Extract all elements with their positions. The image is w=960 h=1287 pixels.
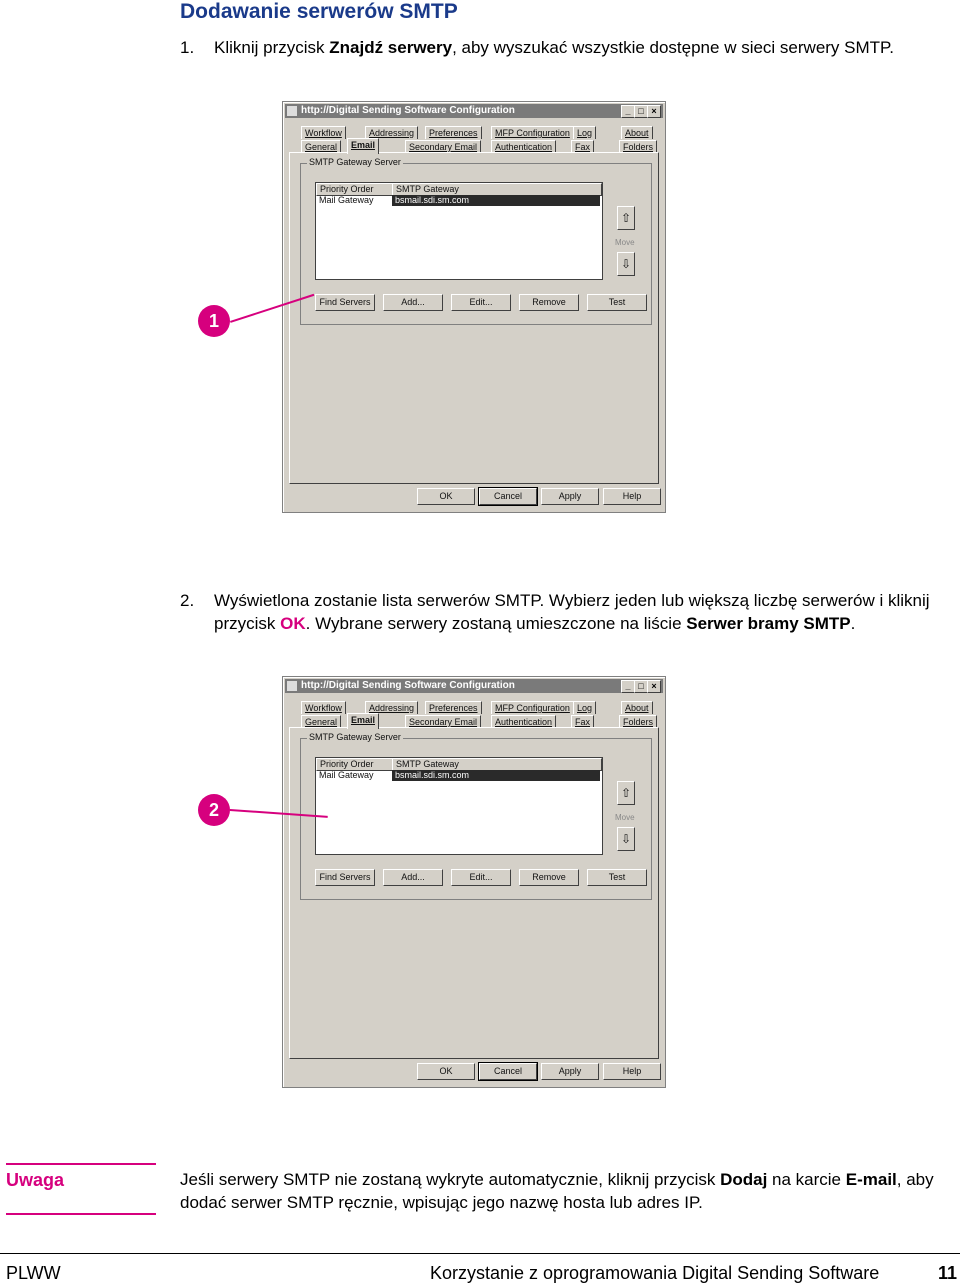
page-heading: Dodawanie serwerów SMTP xyxy=(180,0,458,23)
note-text-part: Jeśli serwery SMTP nie zostaną wykryte automatycznie, kliknij przycisk xyxy=(180,1170,721,1189)
test-button[interactable]: Test xyxy=(587,869,647,886)
step-text-part: . xyxy=(850,614,856,633)
title-bar xyxy=(285,104,663,118)
tab-fax[interactable]: Fax xyxy=(571,140,594,153)
ok-button[interactable]: OK xyxy=(417,488,475,505)
tab-secondary-email[interactable]: Secondary Email xyxy=(405,140,481,153)
smtp-gateway-group xyxy=(300,157,652,325)
edit-button[interactable]: Edit... xyxy=(451,294,511,311)
note-rule-bottom xyxy=(6,1213,156,1215)
smtp-gateway-group xyxy=(300,732,652,900)
close-icon[interactable]: × xyxy=(647,680,661,693)
list-item-priority[interactable]: Mail Gateway xyxy=(319,195,374,205)
step-text xyxy=(180,36,950,59)
minimize-icon[interactable]: _ xyxy=(621,680,635,693)
column-smtp-gateway[interactable]: SMTP Gateway xyxy=(392,758,602,771)
maximize-icon[interactable]: □ xyxy=(634,105,648,118)
tab-row-1 xyxy=(289,701,659,715)
remove-button[interactable]: Remove xyxy=(519,294,579,311)
find-servers-button[interactable]: Find Servers xyxy=(315,294,375,311)
step-bold: Serwer bramy SMTP xyxy=(686,614,851,633)
tab-preferences[interactable]: Preferences xyxy=(425,701,482,714)
column-priority-order[interactable]: Priority Order xyxy=(316,183,393,196)
move-up-icon[interactable]: ⇧ xyxy=(617,206,635,230)
step-ok-highlight: OK xyxy=(280,614,306,633)
remove-button[interactable]: Remove xyxy=(519,869,579,886)
cancel-button[interactable]: Cancel xyxy=(479,488,537,505)
cancel-button[interactable]: Cancel xyxy=(479,1063,537,1080)
page-number: 11 xyxy=(938,1263,958,1283)
footer-center: Korzystanie z oprogramowania Digital Sending Software xyxy=(430,1263,880,1283)
note-bold: Dodaj xyxy=(720,1170,768,1189)
apply-button[interactable]: Apply xyxy=(541,1063,599,1080)
step-bold: Znajdź serwery xyxy=(329,38,453,57)
tab-mfp-configuration[interactable]: MFP Configuration xyxy=(491,701,574,714)
add-button[interactable]: Add... xyxy=(383,294,443,311)
minimize-icon[interactable]: _ xyxy=(621,105,635,118)
note-text-part: na karcie xyxy=(767,1170,846,1189)
window-title: http://Digital Sending Software Configuration xyxy=(301,105,515,116)
help-button[interactable]: Help xyxy=(603,488,661,505)
group-label: SMTP Gateway Server xyxy=(309,157,401,167)
tab-about[interactable]: About xyxy=(621,701,653,714)
test-button[interactable]: Test xyxy=(587,294,647,311)
step-text-part: Wyświetlona zostanie lista serwerów SMTP. Wybierz jeden lub większą liczbę serwerów i kliknij przycisk xyxy=(214,591,930,633)
tab-workflow[interactable]: Workflow xyxy=(301,126,346,139)
tab-secondary-email[interactable]: Secondary Email xyxy=(405,715,481,728)
tab-folders[interactable]: Folders xyxy=(619,140,657,153)
step-text-part: . Wybrane serwery zostaną umieszczone na liście xyxy=(305,614,687,633)
tab-authentication[interactable]: Authentication xyxy=(491,140,556,153)
list-item-priority[interactable]: Mail Gateway xyxy=(319,770,374,780)
note-text-part: , aby dodać serwer SMTP ręcznie, wpisując jego nazwę hosta lub adres IP. xyxy=(180,1170,934,1212)
smtp-server-list[interactable] xyxy=(315,757,603,855)
tab-about[interactable]: About xyxy=(621,126,653,139)
window-title: http://Digital Sending Software Configuration xyxy=(301,680,515,691)
step-number: 2. xyxy=(180,591,195,610)
callout-marker-1: 1 xyxy=(198,305,230,337)
note-label: Uwaga xyxy=(6,1170,65,1190)
step-number: 1. xyxy=(180,38,195,57)
move-down-icon[interactable]: ⇩ xyxy=(617,827,635,851)
close-icon[interactable]: × xyxy=(647,105,661,118)
step-2 xyxy=(180,589,950,635)
apply-button[interactable]: Apply xyxy=(541,488,599,505)
email-panel xyxy=(289,152,659,484)
tab-log[interactable]: Log xyxy=(573,701,596,714)
smtp-server-list[interactable] xyxy=(315,182,603,280)
tab-log[interactable]: Log xyxy=(573,126,596,139)
move-label: Move xyxy=(615,813,635,822)
tab-mfp-configuration[interactable]: MFP Configuration xyxy=(491,126,574,139)
callout-marker-2: 2 xyxy=(198,794,230,826)
app-icon xyxy=(287,681,297,691)
step-1 xyxy=(180,36,950,59)
tab-email[interactable]: Email xyxy=(347,138,379,154)
column-smtp-gateway[interactable]: SMTP Gateway xyxy=(392,183,602,196)
tab-email[interactable]: Email xyxy=(347,713,379,729)
tab-preferences[interactable]: Preferences xyxy=(425,126,482,139)
ok-button[interactable]: OK xyxy=(417,1063,475,1080)
config-window-2 xyxy=(282,676,666,1088)
footer-rule xyxy=(0,1253,960,1254)
step-text xyxy=(180,589,950,635)
email-panel xyxy=(289,727,659,1059)
tab-addressing[interactable]: Addressing xyxy=(365,126,418,139)
config-window-1 xyxy=(282,101,666,513)
step-text-part: Kliknij przycisk xyxy=(214,38,330,57)
note-rule-top xyxy=(6,1163,156,1165)
note-text xyxy=(180,1168,950,1214)
list-item-gateway[interactable]: bsmail.sdi.sm.com xyxy=(392,195,600,206)
tab-general[interactable]: General xyxy=(301,140,341,153)
tab-workflow[interactable]: Workflow xyxy=(301,701,346,714)
footer-left: PLWW xyxy=(6,1263,61,1283)
move-label: Move xyxy=(615,238,635,247)
tab-authentication[interactable]: Authentication xyxy=(491,715,556,728)
tab-fax[interactable]: Fax xyxy=(571,715,594,728)
column-priority-order[interactable]: Priority Order xyxy=(316,758,393,771)
step-text-part: , aby wyszukać wszystkie dostępne w sieci serwery SMTP. xyxy=(452,38,894,57)
tab-folders[interactable]: Folders xyxy=(619,715,657,728)
tab-row-1 xyxy=(289,126,659,140)
move-up-icon[interactable]: ⇧ xyxy=(617,781,635,805)
note-bold: E-mail xyxy=(845,1170,897,1189)
title-bar xyxy=(285,679,663,693)
edit-button[interactable]: Edit... xyxy=(451,869,511,886)
find-servers-button[interactable]: Find Servers xyxy=(315,869,375,886)
move-down-icon[interactable]: ⇩ xyxy=(617,252,635,276)
add-button[interactable]: Add... xyxy=(383,869,443,886)
help-button[interactable]: Help xyxy=(603,1063,661,1080)
tab-addressing[interactable]: Addressing xyxy=(365,701,418,714)
list-item-gateway[interactable]: bsmail.sdi.sm.com xyxy=(392,770,600,781)
app-icon xyxy=(287,106,297,116)
tab-general[interactable]: General xyxy=(301,715,341,728)
maximize-icon[interactable]: □ xyxy=(634,680,648,693)
group-label: SMTP Gateway Server xyxy=(309,732,401,742)
